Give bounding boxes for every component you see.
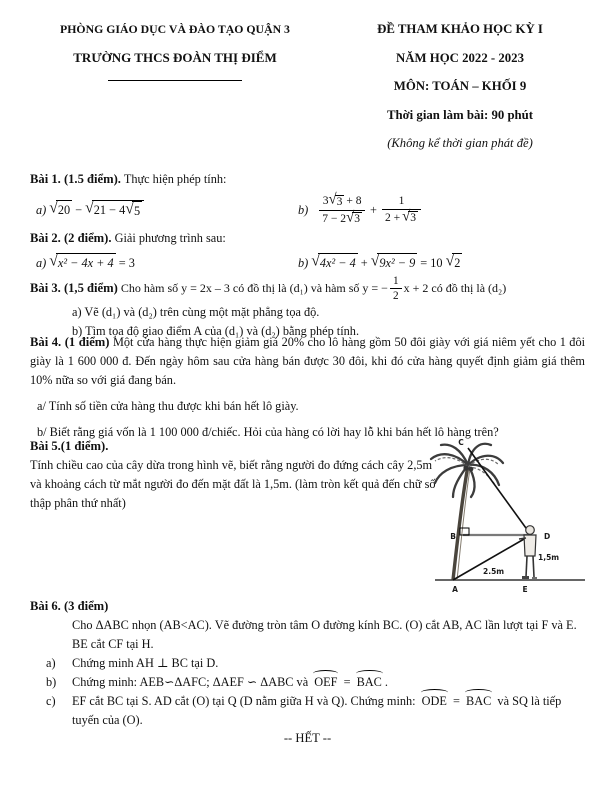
problem-3a: a) Vẽ (d₁) và (d₂) trên cùng một mặt phẳng tọa độ.	[72, 304, 320, 319]
problem-6-statement: Cho ΔABC nhọn (AB<AC). Vẽ đường tròn tâm O đường kính BC. (O) cắt AB, AC lần lượt tại F và E. BE cắt CF tại H.	[72, 618, 577, 651]
radical-symbol: √	[370, 252, 380, 270]
nested-radicand: 5	[132, 201, 142, 221]
radical-symbol: √	[49, 252, 58, 270]
radicand: 20	[56, 200, 72, 220]
denominator: 2	[392, 290, 399, 303]
equals-rhs: = 10	[420, 255, 443, 270]
item-label: c)	[46, 694, 56, 708]
exam-duration: Thời gian làm bài: 90 phút	[386, 107, 534, 122]
figure-label-D: D	[544, 532, 551, 541]
problem-1-title: Bài 1. (1.5 điểm).	[30, 172, 121, 186]
problem-1	[30, 170, 585, 227]
problem-4-statement	[30, 333, 585, 390]
end-marker: -- HẾT --	[283, 731, 332, 745]
radicand: 3	[410, 211, 417, 225]
figure-label-A: A	[452, 585, 458, 594]
radicand: 3	[354, 212, 360, 226]
school-block	[30, 20, 320, 163]
radical-symbol: √	[49, 199, 58, 217]
problem-4-title: Bài 4. (1 điểm)	[30, 335, 110, 349]
subject-grade: MÔN: TOÁN – KHỐI 9	[393, 79, 527, 93]
radical-symbol: √	[402, 208, 411, 225]
problem-2b-equation	[298, 253, 585, 273]
duration-note: (Không kể thời gian phát đề)	[387, 136, 533, 150]
problem-5-statement: Tính chiều cao của cây dừa trong hình vẽ, biết rằng người đo đứng cách cây 2,5m và khoảng cách từ mắt người đo đến mặt đất là 1,5m. (làm tròn kết quả đến chữ số thập phân thứ nhất)	[30, 458, 436, 510]
denominator	[319, 211, 365, 227]
minus-operator: −	[75, 202, 83, 217]
radicand: 9x² − 9	[377, 253, 417, 273]
denominator-text: 2 +	[384, 210, 401, 224]
problem-3-statement	[30, 275, 585, 303]
problem-4	[30, 333, 585, 442]
numerator-text: + 8	[346, 194, 362, 208]
item-text-post: .	[384, 675, 388, 689]
radicand: 3	[336, 194, 343, 208]
fraction	[382, 195, 421, 226]
angle-arc-notation: BAC	[356, 673, 383, 692]
radicand-text: 21 − 4	[93, 203, 126, 218]
foot-marker	[522, 576, 529, 579]
problem-6c	[46, 692, 585, 730]
radical-symbol: √	[346, 209, 355, 226]
height-dimension: 1,5m	[538, 553, 560, 562]
problem-4b: b/ Biết rằng giá vốn là 1 100 000 đ/chiếc. Hỏi của hàng có lời hay lỗ khi bán hết lô hàng trên?	[37, 425, 499, 439]
problem-4a: a/ Tính số tiền cửa hàng thu được khi bán hết lô giày.	[37, 399, 299, 413]
plus-operator: +	[370, 202, 377, 217]
problem-2	[30, 229, 585, 273]
figure-label-B: B	[450, 532, 456, 541]
equals-sign: =	[453, 694, 460, 708]
expression-text: y = −	[362, 281, 388, 296]
problem-1a-formula	[30, 200, 298, 221]
coconut	[463, 465, 468, 470]
problem-6-title: Bài 6. (3 điểm)	[30, 599, 109, 613]
problem-6	[30, 597, 585, 730]
equals-sign: =	[343, 675, 351, 689]
problem-2-intro: Giải phương trình sau:	[114, 231, 226, 245]
problem-5	[30, 437, 585, 595]
problem-3	[30, 275, 585, 341]
radicand: 2	[452, 253, 462, 273]
figure-label-E: E	[522, 585, 528, 594]
distance-dimension: 2.5m	[483, 567, 505, 576]
school-name: TRƯỜNG THCS ĐOÀN THỊ ĐIỂM	[73, 50, 277, 65]
problem-6b	[46, 673, 585, 692]
item-text	[72, 692, 580, 730]
problem-1-formulas	[30, 191, 585, 227]
angle-arc-notation: OEF	[313, 673, 338, 692]
function-expression	[362, 275, 428, 303]
exam-info-block	[335, 20, 585, 163]
item-text	[72, 673, 580, 692]
statement-text: Cho hàm số y = 2x – 3 có đồ thị là (d₁) và hàm số	[120, 281, 360, 296]
problem-2-title: Bài 2. (2 điểm).	[30, 231, 112, 245]
exam-title: ĐỀ THAM KHẢO HỌC KỲ I	[377, 22, 543, 36]
header-divider	[108, 80, 242, 81]
document-header	[30, 20, 585, 163]
radical-symbol: √	[85, 199, 94, 217]
statement-text: Một cửa hàng thực hiện giảm giá 20% cho lô hàng gồm 50 đôi giày với giá niêm yết cho 1 đôi giày là 1 600 000 đ. Đến ngày hôm sau cửa hàng bán được 30 đôi, khi đó cửa hàng quyết định giảm giá thêm 10% nữa so với giá đang bán.	[30, 335, 586, 387]
radicand	[92, 200, 144, 221]
angle-arc-notation: BAC	[465, 692, 492, 711]
figure-label-C: C	[458, 438, 464, 447]
school-year: NĂM HỌC 2022 - 2023	[396, 50, 524, 65]
radical-symbol: √	[328, 191, 337, 208]
statement-text: có đồ thị là (d₂)	[431, 281, 507, 296]
item-label: b)	[298, 255, 309, 270]
numerator	[319, 191, 365, 211]
problem-2-formulas	[30, 253, 585, 273]
problem-5-title: Bài 5.(1 điểm).	[30, 439, 109, 453]
department-name: PHÒNG GIÁO DỤC VÀ ĐÀO TẠO QUẬN 3	[60, 22, 290, 36]
problem-3-title: Bài 3. (1,5 điểm)	[30, 281, 118, 296]
item-label: a)	[46, 656, 56, 670]
observer-person	[519, 526, 537, 578]
angle-arc-notation: ODE	[421, 692, 448, 711]
denominator	[382, 210, 421, 226]
sight-line-top	[468, 448, 531, 535]
item-text: Chứng minh AH ⊥ BC tại D.	[72, 656, 219, 670]
problem-1b-formula	[298, 191, 585, 227]
palm-tree-figure	[423, 435, 595, 601]
item-label: a)	[36, 255, 47, 270]
item-label: b)	[298, 202, 309, 217]
expression-text: x + 2	[403, 281, 429, 296]
item-label: b)	[46, 675, 57, 689]
radicand: 4x² − 4	[318, 253, 358, 273]
radical-symbol: √	[311, 252, 320, 270]
numerator-text: 3	[322, 194, 329, 208]
tree-trunk	[453, 466, 468, 580]
coconut	[469, 467, 474, 472]
measurement-diagram	[423, 435, 595, 595]
item-text-post: và SQ là tiếp tuyến của (O).	[72, 694, 562, 727]
item-label: a)	[36, 202, 47, 217]
numerator: 1	[382, 195, 421, 210]
numerator: 1	[390, 275, 402, 289]
item-text-pre: Chứng minh: AEB∽ΔAFC; ΔAEF ∽ ΔABC và	[72, 675, 309, 689]
problem-3b: b) Tìm tọa độ giao điểm A của (d₁) và (d₂) bằng phép tính.	[72, 323, 360, 338]
fraction	[390, 275, 402, 303]
problem-1-intro: Thực hiện phép tính:	[123, 172, 227, 186]
problem-2a-equation	[30, 253, 298, 273]
equals-rhs: = 3	[118, 255, 135, 270]
fraction	[319, 191, 365, 227]
radical-symbol: √	[445, 252, 455, 270]
plus-operator: +	[360, 255, 368, 270]
item-text-pre: EF cắt BC tại S. AD cắt (O) tại Q (D nằm giữa H và Q). Chứng minh:	[72, 694, 416, 708]
denominator-text: 7 − 2	[322, 211, 347, 225]
radicand: x² − 4x + 4	[56, 253, 116, 273]
radical-symbol: √	[125, 200, 134, 218]
